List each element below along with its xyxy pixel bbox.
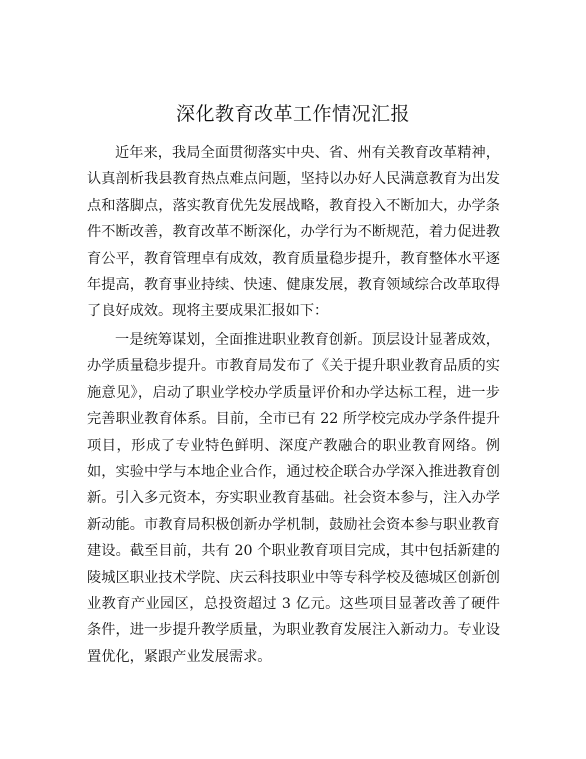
document-title: 深化教育改革工作情况汇报 <box>175 103 410 125</box>
intro-paragraph: 近年来，我局全面贯彻落实中央、省、州有关教育改革精神，认真剖析我县教育热点难点问题，坚持以办好人民满意教育为出发点和落脚点，落实教育优先发展战略，教育投入不断加大，办学条件不断改善，教育改革不断深化，办学行为不断规范，着力促进教育公平，教育管理卓有成效，教育质量稳步提升，教育整体水平逐年提高，教育事业持续、快速、健康发展，教育领域综合改革取得了良好成效。现将主要成果汇报如下： <box>87 145 500 320</box>
vocational-education-paragraph: 一是统筹谋划，全面推进职业教育创新。顶层设计显著成效，办学质量稳步提升。市教育局发布了《关于提升职业教育品质的实施意见》，启动了职业学校办学质量评价和办学达标工程，进一步完善职业教育体系。目前，全市已有 22 所学校完成办学条件提升项目，形成了专业特色鲜明、深度产教融合的职业教育网络。例如，实验中学与本地企业合作，通过校企联合办学深入推进教育创新。引入多元资本，夯实职业教育基础。社会资本参与，注入办学新动能。市教育局积极创新办学机制，鼓励社会资本参与职业教育建设。截至目前，共有 20 个职业教育项目完成，其中包括新建的陵城区职业技术学院、庆云科技职业中等专科学校及德城区创新创业教育产业园区，总投资超过 3 亿元。这些项目显著改善了硬件条件，进一步提升教学质量，为职业教育发展注入新动力。专业设置优化，紧跟产业发展需求。 <box>87 332 500 665</box>
